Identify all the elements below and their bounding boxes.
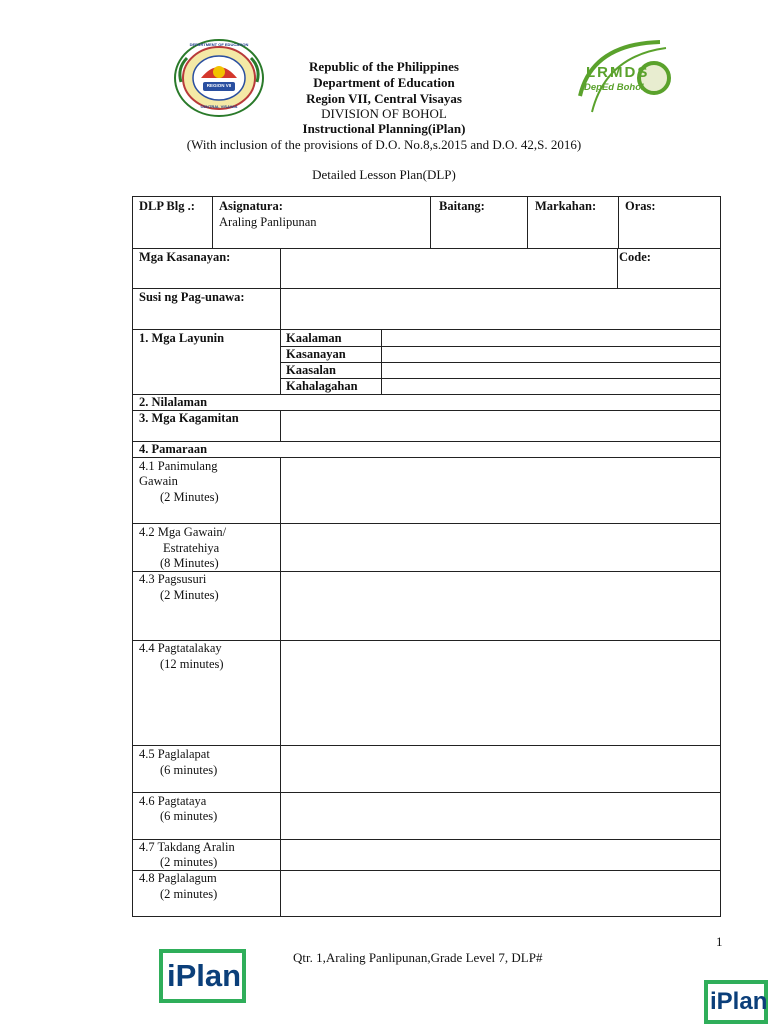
step-4-5-duration: (6 minutes) [160, 763, 218, 777]
markahan-label: Markahan: [535, 199, 597, 213]
nilalaman-label: 2. Nilalaman [139, 395, 208, 409]
step-4-8-label: 4.8 Paglalagum [139, 871, 217, 885]
lrmds-subtitle: DepEd Bohol [584, 82, 644, 93]
pamaraan-label: 4. Pamaraan [139, 442, 208, 456]
asignatura-label: Asignatura: [219, 199, 283, 213]
step-4-8-duration: (2 minutes) [160, 887, 218, 901]
dlp-blg-label: DLP Blg .: [139, 199, 195, 213]
step-4-5-label: 4.5 Paglalapat [139, 747, 210, 761]
iplan-logo-footer [159, 949, 246, 1003]
step-4-4-label: 4.4 Pagtatalakay [139, 641, 222, 655]
step-4-3-label: 4.3 Pagsusuri [139, 572, 207, 586]
lrmds-title: LRMDS [586, 64, 650, 81]
header-region: Region VII, Central Visayas [306, 91, 462, 106]
step-4-2-label: 4.2 Mga Gawain/ [139, 525, 227, 539]
step-4-7-duration: (2 minutes) [160, 855, 218, 869]
header-division: DIVISION OF BOHOL [321, 106, 447, 121]
header-republic: Republic of the Philippines [309, 59, 459, 74]
seal-bottom-text: CENTRAL VISAYAS [200, 104, 238, 109]
seal-top-text: DEPARTMENT OF EDUCATION [189, 42, 249, 47]
asignatura-value: Araling Panlipunan [219, 215, 317, 229]
layunin-label: 1. Mga Layunin [139, 331, 225, 345]
step-4-2-duration: (8 Minutes) [160, 556, 219, 570]
kahalagahan-label: Kahalagahan [286, 379, 358, 393]
step-4-1-label: 4.1 Panimulang [139, 459, 218, 473]
kaasalan-label: Kaasalan [286, 363, 337, 377]
step-4-1-duration: (2 Minutes) [160, 490, 219, 504]
iplan-logo-corner [704, 980, 768, 1024]
document-title: Detailed Lesson Plan(DLP) [312, 167, 456, 182]
kagamitan-label: 3. Mga Kagamitan [139, 411, 239, 425]
step-4-4-duration: (12 minutes) [160, 657, 224, 671]
step-4-1-label-cont: Gawain [139, 474, 178, 488]
kaalaman-label: Kaalaman [286, 331, 342, 345]
step-4-6-label: 4.6 Pagtataya [139, 794, 207, 808]
baitang-label: Baitang: [439, 199, 485, 213]
susi-label: Susi ng Pag-unawa: [139, 290, 245, 304]
iplan-logo-text: iPlan [167, 958, 242, 993]
seal-region-text: REGION VII [206, 83, 232, 88]
oras-label: Oras: [625, 199, 656, 213]
step-4-6-duration: (6 minutes) [160, 809, 218, 823]
header-iplan: Instructional Planning(iPlan) [302, 121, 466, 136]
footer-text: Qtr. 1,Araling Panlipunan,Grade Level 7, DLP# [293, 950, 543, 965]
code-label: Code: [619, 250, 651, 264]
page-number: 1 [716, 934, 723, 949]
kasanayan-sub-label: Kasanayan [286, 347, 346, 361]
step-4-7-label: 4.7 Takdang Aralin [139, 840, 235, 854]
step-4-3-duration: (2 Minutes) [160, 588, 219, 602]
iplan-logo-text-corner: iPlan [710, 988, 768, 1015]
kasanayan-label: Mga Kasanayan: [139, 250, 231, 264]
step-4-2-label-cont: Estratehiya [163, 541, 220, 555]
header-provisions: (With inclusion of the provisions of D.O. No.8,s.2015 and D.O. 42,S. 2016) [186, 137, 582, 152]
header-department: Department of Education [313, 75, 455, 90]
